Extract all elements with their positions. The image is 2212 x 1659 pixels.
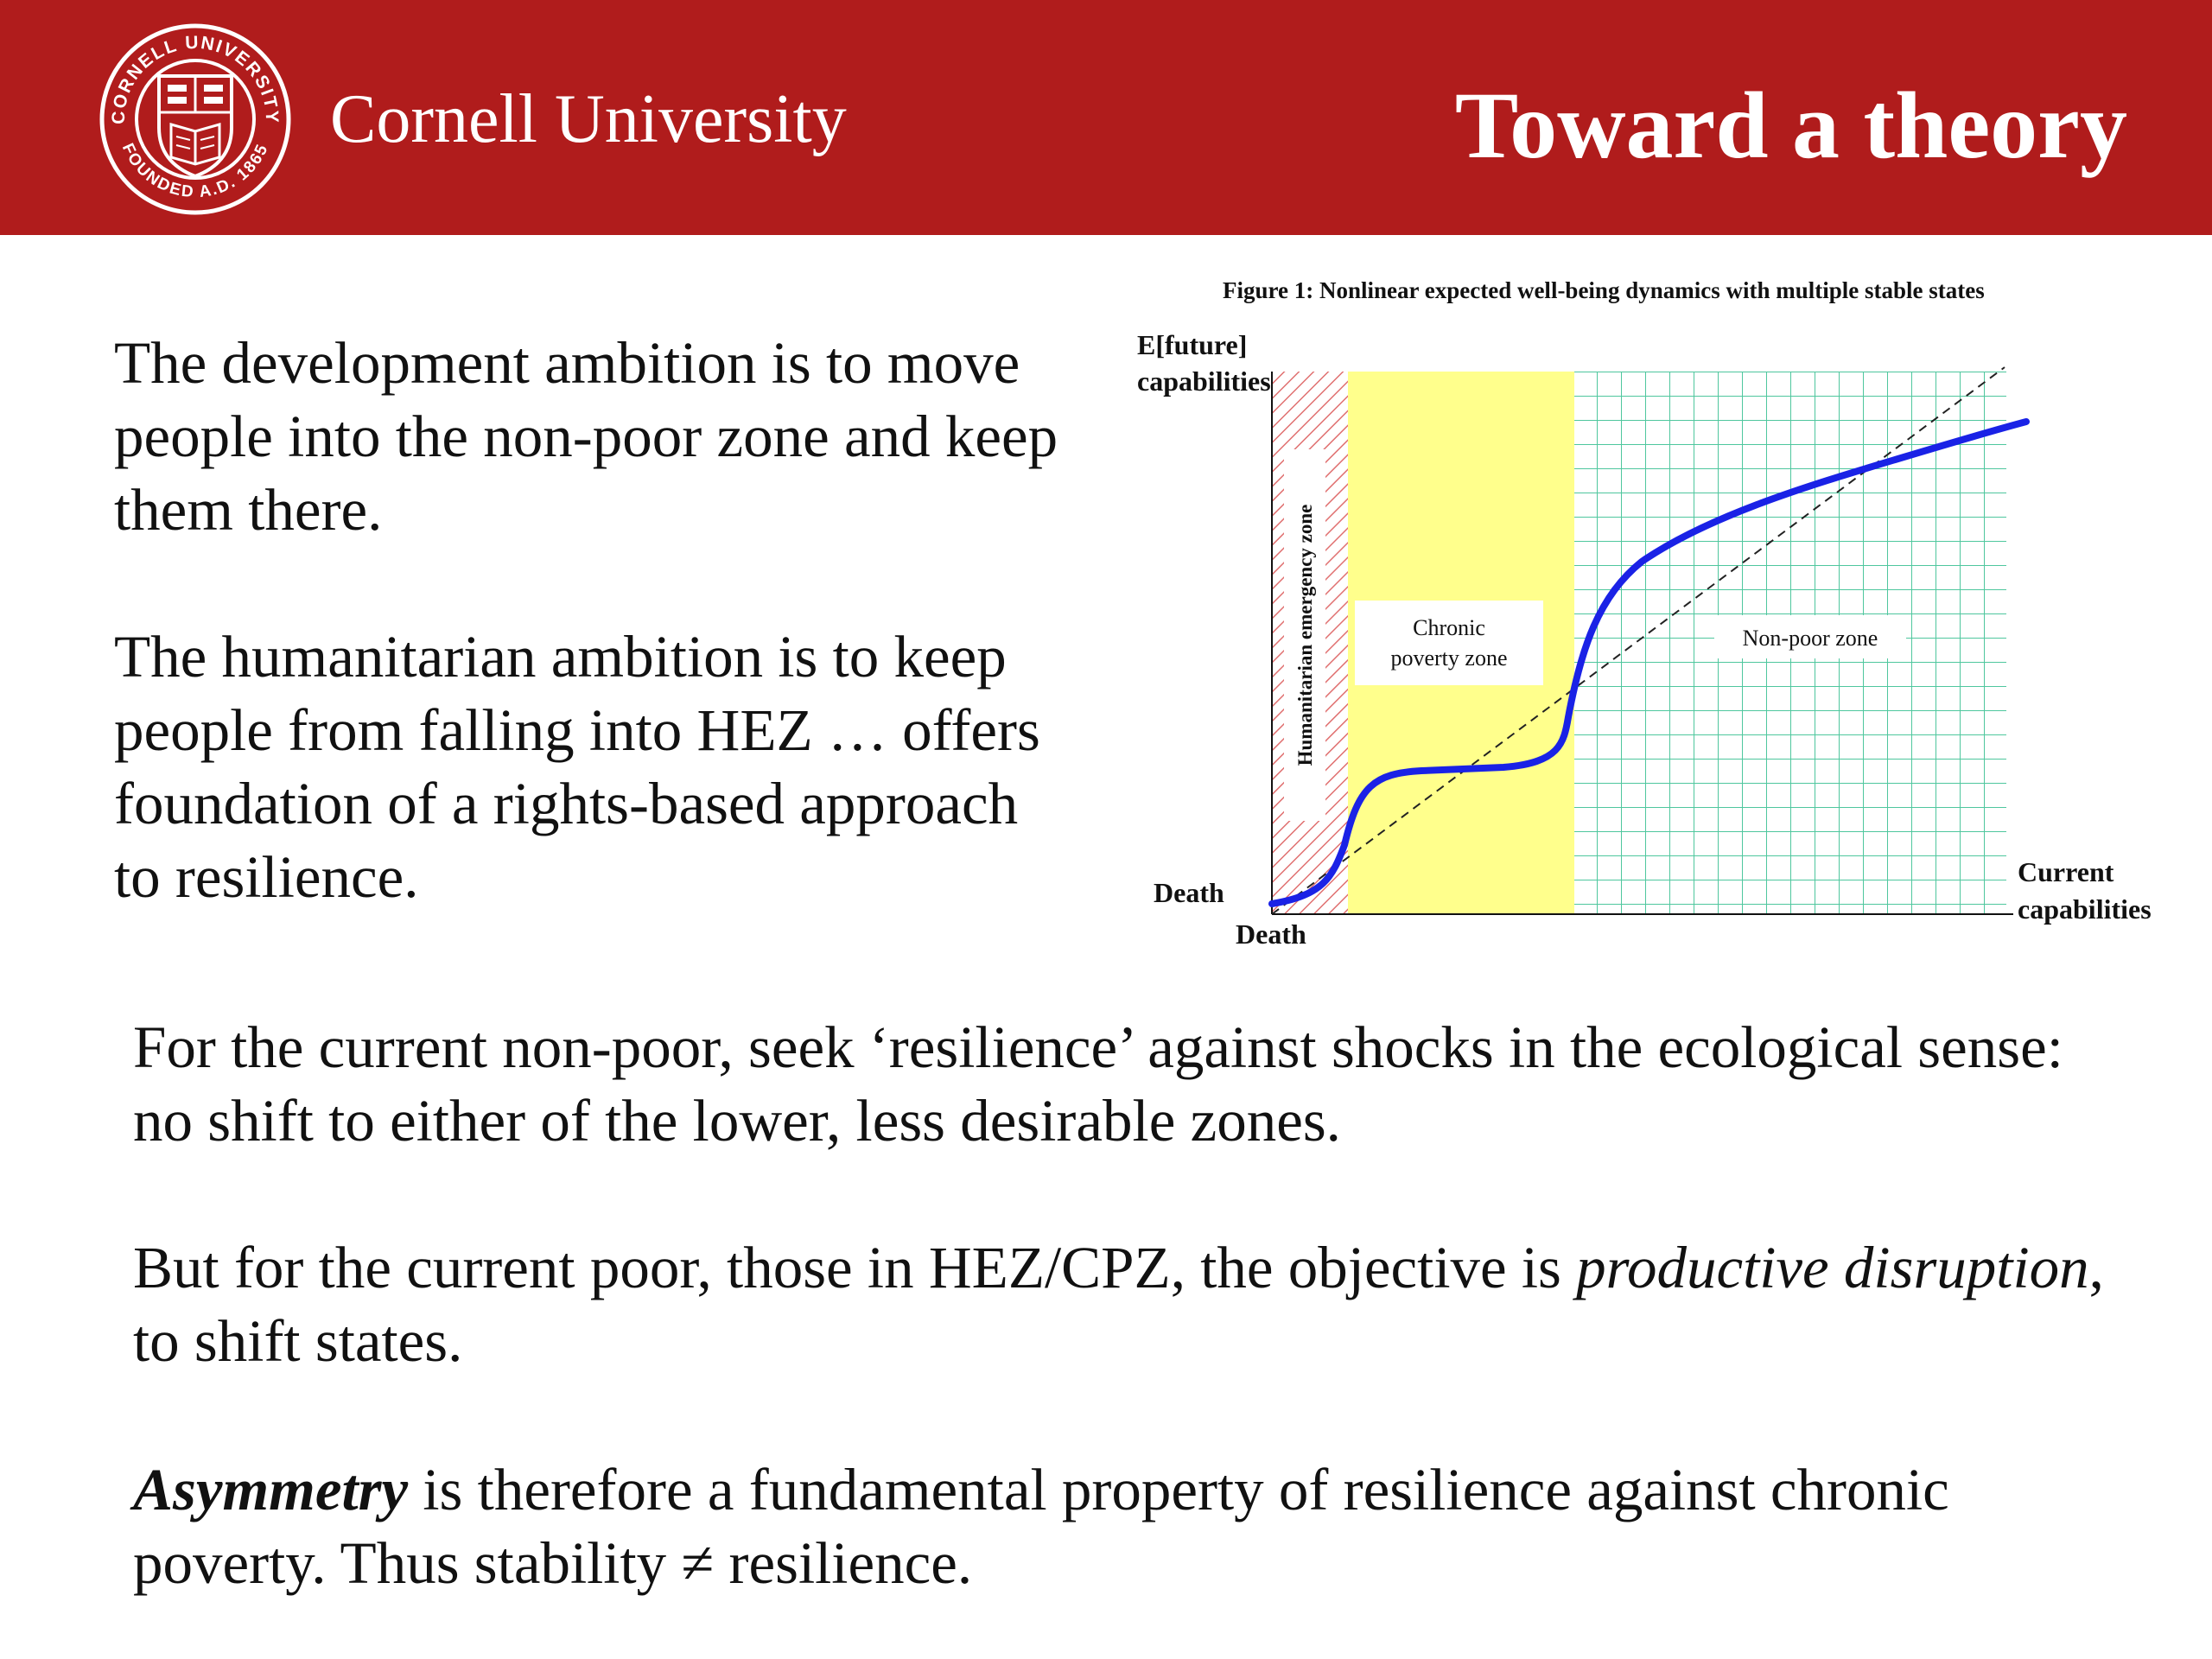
svg-text:CORNELL UNIVERSITY: CORNELL UNIVERSITY bbox=[108, 32, 283, 125]
cornell-seal-logo bbox=[99, 22, 292, 216]
asymmetry-emphasis: Asymmetry bbox=[133, 1457, 409, 1522]
header-band bbox=[0, 0, 2212, 235]
y-axis-label-line2: capabilities bbox=[1137, 365, 1271, 397]
slide-title: Toward a theory bbox=[1454, 73, 2127, 178]
x-axis-label-line2: capabilities bbox=[2018, 893, 2152, 925]
origin-label-x: Death bbox=[1236, 918, 1306, 950]
chronic-label-box bbox=[1355, 601, 1543, 685]
svg-text:FOUNDED A.D. 1865: FOUNDED A.D. 1865 bbox=[118, 140, 273, 202]
university-name: Cornell University bbox=[330, 81, 847, 157]
y-axis-label-line1: E[future] bbox=[1137, 329, 1248, 360]
figure-caption: Figure 1: Nonlinear expected well-being dynamics with multiple stable states bbox=[1223, 277, 1985, 303]
origin-label-y: Death bbox=[1154, 877, 1224, 908]
nonpoor-zone-label: Non-poor zone bbox=[1742, 626, 1878, 651]
humanitarian-ambition-text: The humanitarian ambition is to keep people from falling into HEZ … offers foundation of a rights-based approach to resilience. bbox=[114, 624, 1040, 910]
productive-disruption-emphasis: productive disruption bbox=[1576, 1235, 2089, 1300]
chronic-zone-label-line2: poverty zone bbox=[1390, 645, 1508, 671]
non-poor-resilience-text: For the current non-poor, seek ‘resilience’ against shocks in the ecological sense: no shift to either of the lower, less desirable zones. bbox=[133, 1014, 2063, 1154]
asymmetry-text bbox=[133, 1453, 2138, 1600]
productive-disruption-lead: But for the current poor, those in HEZ/CPZ, the objective is bbox=[133, 1235, 1577, 1300]
humanitarian-zone-label: Humanitarian emergency zone bbox=[1294, 504, 1316, 766]
asymmetry-rest: is therefore a fundamental property of resilience against chronic poverty. Thus stability ≠ resilience. bbox=[133, 1457, 1949, 1596]
chronic-zone-label-line1: Chronic bbox=[1413, 615, 1485, 640]
productive-disruption-tail: , to shift states. bbox=[133, 1235, 2104, 1374]
productive-disruption-text bbox=[133, 1231, 2138, 1378]
wellbeing-dynamics-figure bbox=[1123, 268, 2186, 959]
development-ambition-text: The development ambition is to move people into the non-poor zone and keep them there. bbox=[114, 330, 1058, 543]
x-axis-label-line1: Current bbox=[2018, 856, 2114, 887]
